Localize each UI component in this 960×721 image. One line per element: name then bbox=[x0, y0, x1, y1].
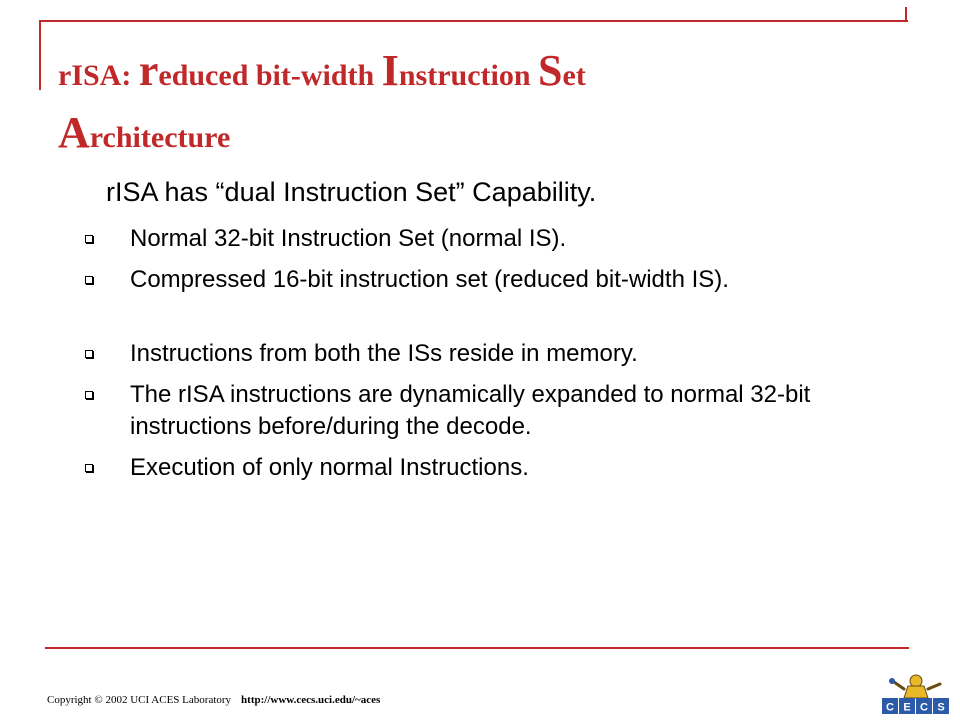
title-part7: et bbox=[562, 59, 586, 92]
title-part1: rISA: bbox=[58, 59, 139, 92]
square-bullet-icon bbox=[85, 391, 93, 399]
square-bullet-icon bbox=[85, 350, 93, 358]
frame-top-tick bbox=[905, 7, 907, 22]
slide-title-line2 bbox=[58, 102, 230, 169]
bullet-item bbox=[80, 264, 880, 296]
square-bullet-icon bbox=[85, 276, 93, 284]
logo-letter: E bbox=[903, 701, 911, 714]
bullet-text: Execution of only normal Instructions. bbox=[130, 454, 529, 481]
title-part5: nstruction bbox=[398, 59, 539, 92]
footer-copyright: Copyright © 2002 UCI ACES Laboratory bbox=[47, 694, 232, 706]
frame-bottom-line bbox=[45, 647, 909, 649]
frame-left-line bbox=[39, 20, 41, 90]
slide-title bbox=[58, 40, 918, 107]
title-part2: r bbox=[138, 46, 159, 95]
lead-statement: rISA has “dual Instruction Set” Capability. bbox=[106, 177, 597, 207]
square-bullet-icon bbox=[85, 235, 93, 243]
square-bullet-icon bbox=[85, 464, 93, 472]
bullet-item bbox=[80, 452, 880, 484]
bullet-text: Compressed 16-bit instruction set (reduced bit-width IS). bbox=[130, 266, 729, 293]
footer-url: http://www.cecs.uci.edu/~aces bbox=[241, 694, 381, 706]
bullet-item bbox=[80, 379, 880, 443]
logo-letter: C bbox=[886, 701, 894, 714]
bullet-text: The rISA instructions are dynamically expanded to normal 32-bit instructions before/during the decode. bbox=[130, 381, 811, 440]
bullet-item bbox=[80, 223, 880, 255]
title-part4: I bbox=[381, 46, 399, 95]
bullet-text: Instructions from both the ISs reside in memory. bbox=[130, 340, 638, 367]
frame-top-line bbox=[40, 20, 908, 22]
cecs-logo-icon bbox=[878, 672, 956, 716]
title-line2-small: rchitecture bbox=[89, 121, 231, 154]
title-line2-big: A bbox=[58, 108, 90, 157]
cecs-logo bbox=[878, 672, 956, 716]
logo-letter: S bbox=[937, 701, 945, 714]
bullet-list bbox=[80, 223, 880, 493]
footer bbox=[47, 693, 380, 707]
title-part3: educed bit-width bbox=[158, 59, 382, 92]
bullet-text: Normal 32-bit Instruction Set (normal IS). bbox=[130, 225, 567, 252]
bullet-item bbox=[80, 338, 880, 370]
title-part6: S bbox=[538, 46, 563, 95]
logo-letter: C bbox=[920, 701, 928, 714]
